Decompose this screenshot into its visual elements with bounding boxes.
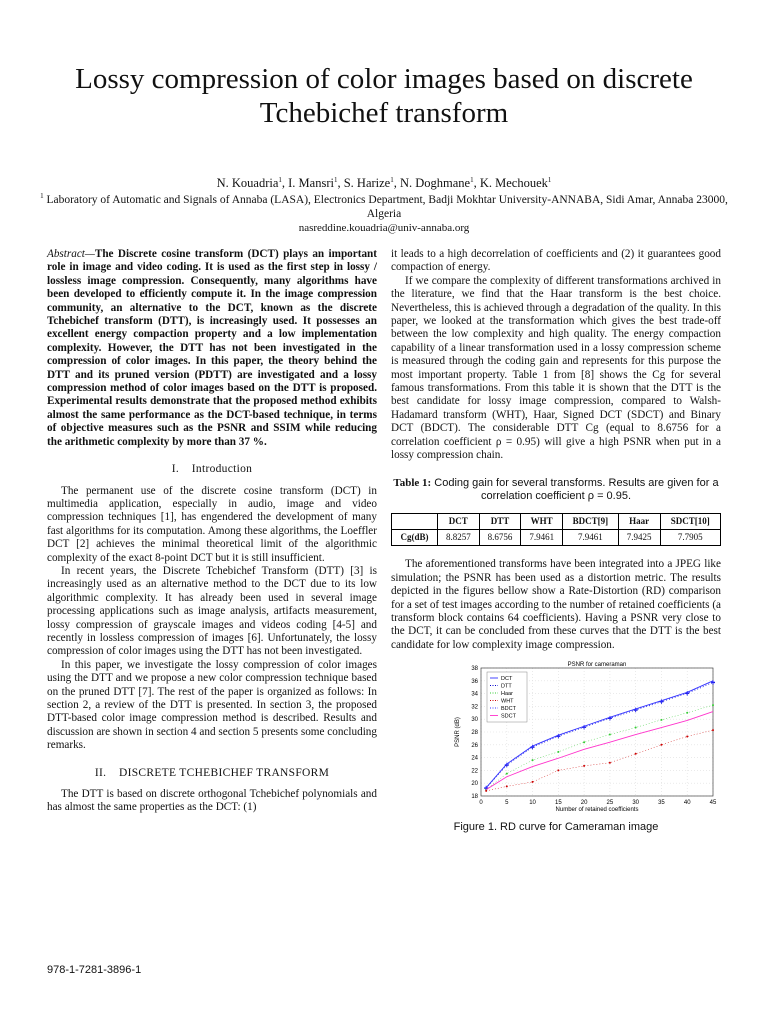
author-sup: 1	[470, 175, 474, 184]
table-cell: 8.6756	[479, 529, 521, 545]
series-line-wht	[486, 730, 713, 791]
author-name: N. Doghmane	[399, 176, 471, 190]
legend-label: Haar	[501, 691, 513, 698]
paragraph: If we compare the complexity of different transformations archived in the literature, we find that the Haar transform is the best choice. Nevertheless, this is achieved through a degradation of the quality. In this paper, we looked at the transformation which gives the best trade-off between the low complexity and high quality. The energy compaction capability of a linear transformation used in a lossy compression scheme is measured through the coding gain and represents for this purpose the most important property. Table 1 from [8] shows the Cg for several famous transformations. From this table it is shown that the DTT is the best candidate for lossy image compression, compared to Walsh-Hadamard transform (WHT), Haar, Signed DCT (SDCT) and Binary DCT (BDCT). The considerable DTT Cg (equal to 8.6756 for a correlation coefficient ρ = 0.95) will give a high PSNR when put in a lossy compression chain.	[391, 274, 721, 462]
y-tick-label: 38	[471, 666, 478, 673]
data-point	[609, 762, 611, 764]
data-point	[506, 773, 508, 775]
author-name: I. Mansri	[288, 176, 334, 190]
table-header: SDCT[10]	[660, 513, 720, 529]
table-row-label: Cg(dB)	[392, 529, 438, 545]
author-sup: 1	[278, 175, 282, 184]
data-point	[686, 736, 688, 738]
table-header: DTT	[479, 513, 521, 529]
rd-chart	[451, 658, 721, 818]
abstract-lead: Abstract—	[47, 248, 95, 260]
y-tick-label: 34	[471, 691, 478, 698]
table-header-row	[392, 513, 721, 529]
table-cell: 7.7905	[660, 529, 720, 545]
table-cell: 7.9461	[563, 529, 619, 545]
y-tick-label: 32	[471, 704, 478, 711]
figure-caption: Figure 1. RD curve for Cameraman image	[453, 821, 659, 834]
author-sup: 1	[547, 175, 552, 184]
table-caption-text: Coding gain for several transforms. Results are given for a correlation coefficient ρ = 0.95.	[434, 476, 719, 502]
paragraph: In recent years, the Discrete Tchebichef Transform (DTT) [3] is increasingly used as an alternative method to the DCT due to its low algorithmic complexity. It has already been used in several image processing applications such as image analysis, artifacts measurement, lossy compression of grayscale images and videos coding [4-5] and recently in lossless compression of images [6]. Unfortunately, the lossy compression of color images using the DTT has not been investigated.	[47, 564, 377, 658]
data-point	[583, 765, 585, 767]
table-cell: 8.8257	[437, 529, 479, 545]
author-name: S. Harize	[343, 176, 391, 190]
table-row	[392, 529, 721, 545]
series-line-sdct	[486, 712, 713, 790]
x-tick-label: 45	[709, 800, 717, 807]
left-column	[47, 248, 377, 815]
table-label: Table 1:	[393, 476, 432, 489]
abstract	[47, 248, 377, 449]
table-header	[392, 513, 438, 529]
author-sup: 1	[390, 175, 394, 184]
table-caption	[391, 477, 721, 504]
x-tick-label: 25	[606, 800, 614, 807]
data-point	[557, 751, 559, 753]
data-point	[532, 759, 534, 761]
y-tick-label: 30	[471, 717, 478, 724]
table-header: Haar	[618, 513, 660, 529]
affiliation	[40, 193, 728, 221]
affiliation-sup: 1	[40, 192, 44, 201]
y-tick-label: 28	[471, 730, 478, 737]
author-name: N. Kouadria	[216, 176, 279, 190]
table-cell: 7.9425	[618, 529, 660, 545]
footer-isbn: 978-1-7281-3896-1	[47, 964, 142, 976]
affiliation-text: Laboratory of Automatic and Signals of Annaba (LASA), Electronics Department, Badji Mokhtar University-ANNABA, Sidi Amar, Annaba 23000, Algeria	[46, 194, 728, 220]
paper-title: Lossy compression of color images based on discrete Tchebichef transform	[75, 63, 693, 129]
data-point	[660, 719, 662, 721]
y-tick-label: 36	[471, 678, 478, 685]
legend-label: BDCT	[501, 706, 516, 713]
data-point	[712, 704, 714, 706]
x-tick-label: 5	[505, 800, 509, 807]
data-point	[635, 753, 637, 755]
author-name: K. Mechouek	[479, 176, 548, 190]
legend-label: WHT	[501, 698, 514, 705]
data-point	[583, 741, 585, 743]
y-tick-label: 18	[471, 794, 478, 801]
x-tick-label: 15	[554, 800, 562, 807]
y-tick-label: 22	[471, 768, 478, 775]
x-tick-label: 30	[632, 800, 640, 807]
author-email[interactable]: nasreddine.kouadria@univ-annaba.org	[298, 222, 470, 234]
y-tick-label: 20	[471, 781, 478, 788]
y-axis-label: PSNR (dB)	[455, 717, 461, 747]
author-list: N. Kouadria$^1$, I. Mansri$^1$, S. Harize$^1$, N. Doghmane$^1$, K. Mechouek$^1$	[216, 175, 552, 190]
data-point	[506, 786, 508, 788]
y-tick-label: 24	[471, 755, 478, 762]
chart-title: PSNR for cameraman	[567, 662, 627, 669]
rd-curve-figure	[451, 658, 721, 818]
paragraph: it leads to a high decorrelation of coefficients and (2) it guarantees good compaction of energy.	[391, 248, 721, 274]
table-header: WHT	[521, 513, 563, 529]
table-header: DCT	[437, 513, 479, 529]
data-point	[532, 781, 534, 783]
paragraph: In this paper, we investigate the lossy compression of color images using the DTT and we propose a new color compression technique based on the pruned DTT [7]. The rest of the paper is organized as follows: In section 2, a review of the DTT is presented. In section 3, the proposed DTT-based color image compression method is described. Results and discussion are shown in section 4 and section 5 presents some concluding remarks.	[47, 658, 377, 752]
right-column	[391, 248, 721, 835]
data-point	[609, 734, 611, 736]
data-point	[686, 712, 688, 714]
data-point	[557, 770, 559, 772]
data-point	[635, 727, 637, 729]
x-axis-label: Number of retained coefficients	[555, 807, 639, 814]
legend-label: SDCT	[501, 713, 516, 720]
paragraph: The aforementioned transforms have been integrated into a JPEG like simulation; the PSNR has been used as a distortion metric. The results depicted in the figures bellow show a Rate-Distortion (RD) comparison for a set of test images according to the number of retained coefficients (a transform block contains 64 coefficients). Having a PSNR very close to the DCT, it can be concluded from these curves that the DTT is the best candidate for low complexity image compression.	[391, 558, 722, 651]
x-tick-label: 0	[479, 800, 483, 807]
paragraph: The permanent use of the discrete cosine transform (DCT) in multimedia application, especially in audio, image and video compression techniques [1], has engendered the development of many fast algorithms for its computation. Among these algorithms, the Loeffler DCT [2] achieves the minimal theoretical limit of the algorithmic complexity of the exact 8-point DCT but it is still insufficient.	[47, 484, 377, 564]
coding-gain-table	[391, 513, 721, 547]
data-point	[660, 744, 662, 746]
paragraph: The DTT is based on discrete orthogonal Tchebichef polynomials and has almost the same properties as the DCT: (1)	[47, 788, 377, 814]
x-tick-label: 35	[658, 800, 665, 807]
x-tick-label: 20	[580, 800, 588, 807]
table-cell: 7.9461	[521, 529, 563, 545]
section-heading-introduction: I. Introduction	[171, 463, 253, 476]
author-sup: 1	[333, 175, 338, 184]
table-header: BDCT[9]	[563, 513, 619, 529]
x-tick-label: 10	[529, 800, 536, 807]
data-point	[485, 790, 487, 792]
section-heading-dtt: II. DISCRETE TCHEBICHEF TRANSFORM	[94, 766, 330, 779]
legend-label: DCT	[501, 676, 513, 683]
abstract-text: The Discrete cosine transform (DCT) plays an important role in image and video coding. It is used as the first step in lossy / lossless image compression. Consequently, many algorithms have been developed to efficiently compute it. In the image compression community, an alternative to the DCT, known as the discrete Tchebichef transform (DTT), is increasingly used. It possesses an excellent energy compaction property and a low implementation complexity. However, the DTT has not been investigated in the compression of color images. In this paper, the theory behind the DTT and its pruned version (PDTT) are investigated and a lossy compression method of color images based on the DTT is proposed. Experimental results demonstrate that the proposed method exhibits almost the same performance as the DCT-based technique, in terms of objective measures such as the PSNR and SSIM while reducing the arithmetic complexity by more than 37 %.	[47, 248, 377, 448]
legend-label: DTT	[501, 683, 512, 690]
y-tick-label: 26	[471, 742, 478, 749]
data-point	[712, 729, 714, 731]
x-tick-label: 40	[683, 800, 691, 807]
